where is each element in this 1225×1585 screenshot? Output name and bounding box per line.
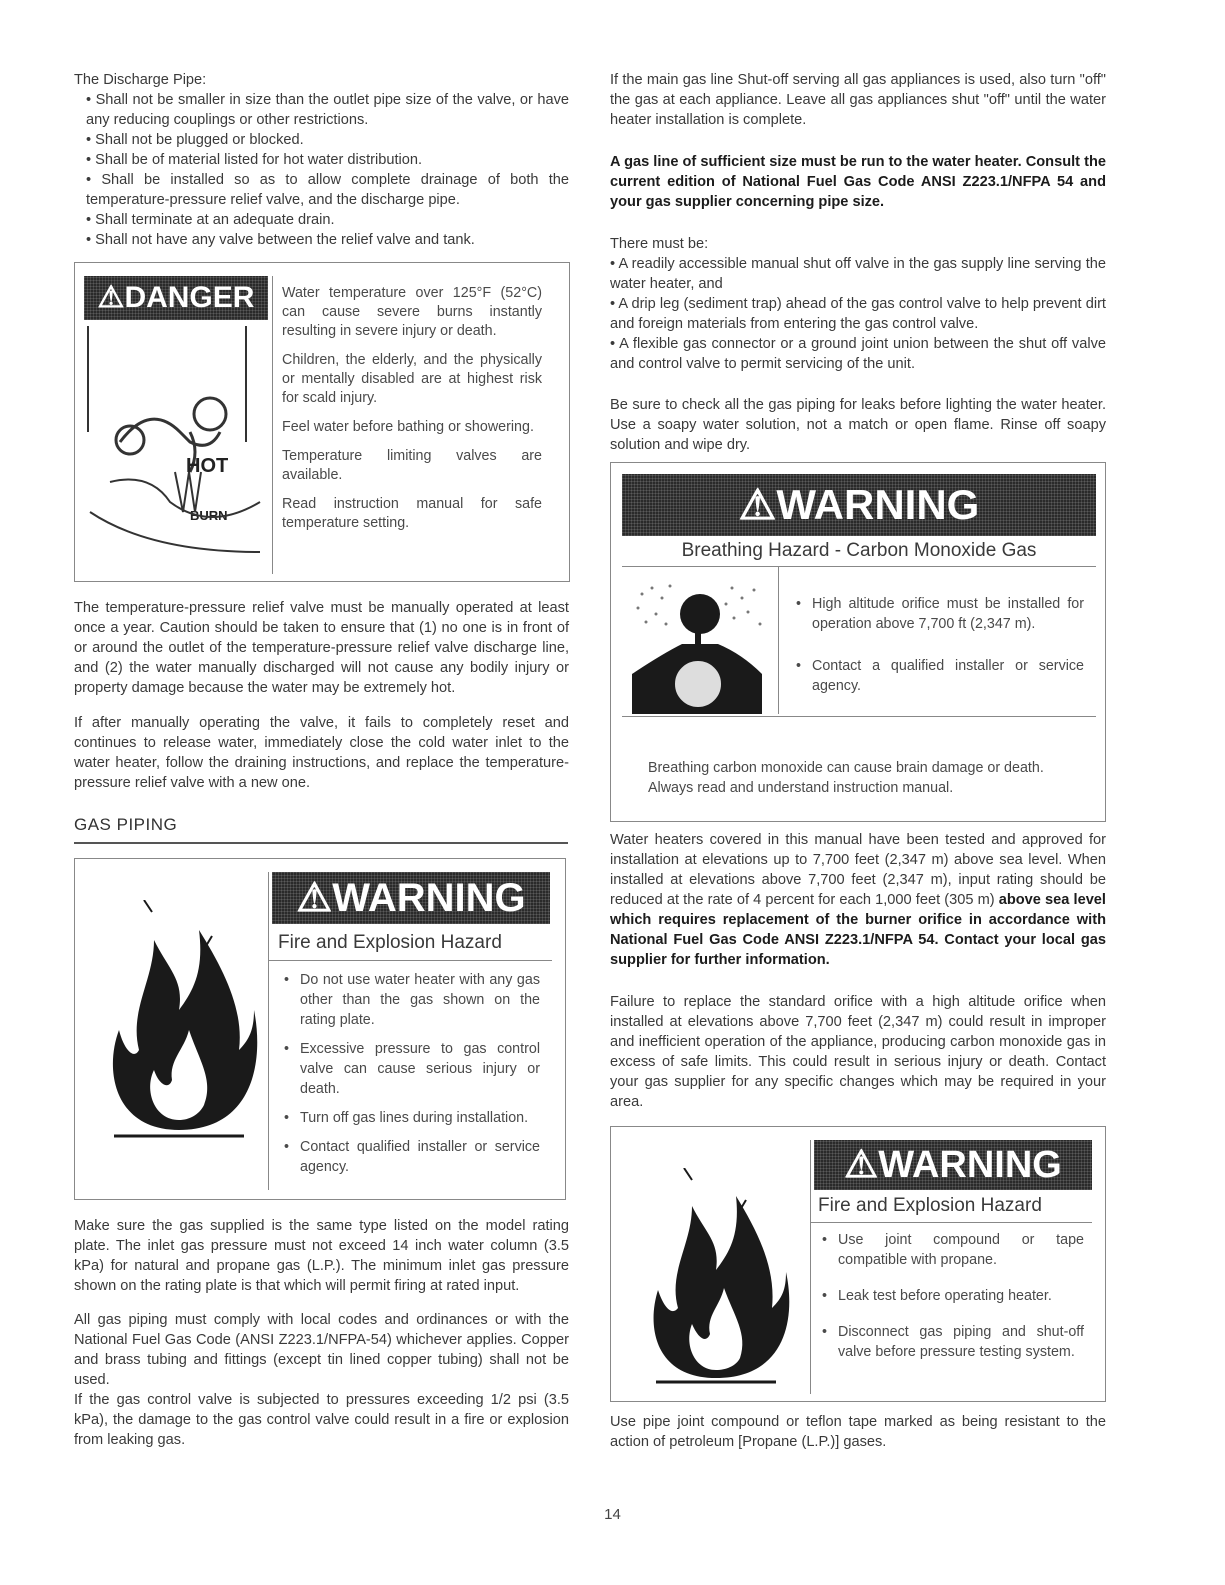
fire-icon [94, 900, 264, 1140]
gas-piping-heading: GAS PIPING [74, 815, 178, 834]
list-item: Temperature limiting valves are available. [282, 448, 542, 483]
fire-icon [636, 1168, 796, 1388]
list-item: • Shall be of material listed for hot water distribution. [86, 152, 423, 168]
warning-banner [814, 1140, 1092, 1190]
list-item: • Disconnect gas piping and shut-off valve before pressure testing system. [820, 1322, 1084, 1362]
warning-divider [268, 872, 269, 1190]
alert-triangle-icon: ⚠ [296, 876, 333, 920]
gas-type-paragraph: Make sure the gas supplied is the same type listed on the model rating plate. The inlet gas pressure must not exceed 14 inch water column (3.5 kPa) for natural and propane gas (L.P.). The minimum inlet gas pressure shown on the rating plate is that which will permit firing at rated input. [74, 1218, 569, 1294]
list-item: • Shall not be smaller in size than the outlet pipe size of the valve, or have any reducing couplings or other restrictions. [86, 92, 569, 128]
list-item: • Shall not be plugged or blocked. [86, 132, 304, 148]
list-item: • A readily accessible manual shut off valve in the gas supply line serving the water heater, and [610, 256, 1106, 292]
shutoff-paragraph: If the main gas line Shut-off serving all gas appliances is used, also turn "off" the gas at each appliance. Leave all gas appliances shut "off" until the water heater installation is complete. [610, 72, 1106, 128]
warning-subtitle: Fire and Explosion Hazard [818, 1195, 1042, 1216]
altitude-paragraph [610, 830, 1106, 970]
danger-divider [272, 276, 273, 574]
alert-triangle-icon: ⚠ [844, 1144, 879, 1186]
list-item: • Contact a qualified installer or service agency. [794, 656, 1084, 696]
warning-fire-list [282, 970, 540, 1186]
leak-check-paragraph: Be sure to check all the gas piping for leaks before lighting the water heater. Use a soapy water solution, not a match or open flame. Rinse off soapy solution and wipe dry. [610, 397, 1106, 453]
list-item: • Shall terminate at an adequate drain. [86, 212, 335, 228]
alert-triangle-icon: ⚠ [97, 281, 125, 314]
list-item: • Contact qualified installer or service agency. [282, 1137, 540, 1177]
list-item: Feel water before bathing or showering. [282, 419, 534, 435]
there-must-be-label: There must be: [610, 236, 709, 252]
burn-label: BURN [190, 508, 228, 523]
warning-banner [622, 474, 1096, 536]
warning-fire-list-2 [820, 1230, 1084, 1371]
warning-co-footer: Breathing carbon monoxide can cause brain damage or death. Always read and understand instruction manual. [648, 760, 1044, 796]
danger-banner [84, 276, 268, 320]
hot-water-burn-illustration [80, 322, 270, 574]
must-have-list [610, 254, 1106, 374]
subtitle-rule [268, 960, 552, 961]
discharge-heading: The Discharge Pipe: [74, 72, 207, 88]
list-item: • High altitude orifice must be installed for operation above 7,700 ft (2,347 m). [794, 594, 1084, 634]
reset-paragraph: If after manually operating the valve, it fails to completely reset and continues to release water, immediately close the cold water inlet to the water heater, follow the draining instructions, and replace the temperature-pressure relief valve with a new one. [74, 715, 569, 791]
warning-subtitle: Fire and Explosion Hazard [278, 932, 502, 953]
warning-banner-label: WARNING [776, 481, 980, 528]
footer-rule [622, 716, 1096, 717]
gas-codes-paragraph: All gas piping must comply with local codes and ordinances or with the National Fuel Gas Code (ANSI Z223.1/NFPA-54) whichever applies. Copper and brass tubing and fittings (except tin lined copper tubing) shall not be used. [74, 1312, 569, 1388]
altitude-bold-text: above sea level which requires replacement of the burner orifice in accordance with National Fuel Gas Code ANSI Z223.1/NFPA 54. Contact your local gas supplier for further information. [610, 892, 1106, 968]
discharge-list [86, 90, 569, 250]
subtitle-rule [810, 1222, 1092, 1223]
list-item: Water temperature over 125°F (52°C) can cause severe burns instantly resulting in severe injury or death. [282, 285, 542, 339]
list-item: • A flexible gas connector or a ground joint union between the shut off valve and control valve to permit servicing of the unit. [610, 336, 1106, 372]
list-item: • Turn off gas lines during installation. [282, 1108, 540, 1128]
list-item: • Do not use water heater with any gas other than the gas shown on the rating plate. [282, 970, 540, 1030]
list-item: • Excessive pressure to gas control valve can cause serious injury or death. [282, 1039, 540, 1099]
list-item: Read instruction manual for safe temperature setting. [282, 496, 542, 531]
altitude-text: Water heaters covered in this manual have been tested and approved for installation at elevations up to 7,700 feet (2,347 m) above sea level. When installed at elevations above 7,700 feet (2,347 m), input rating should be reduced at the rate of 4 percent for each 1,000 feet (305 m) [610, 832, 1106, 908]
list-item: • Shall not have any valve between the relief valve and tank. [86, 232, 475, 248]
warning-co-list [794, 594, 1084, 705]
failure-paragraph: Failure to replace the standard orifice with a high altitude orifice when installed at elevations above 7,700 feet (2,347 m) could result in improper and inefficient operation of the appliance, producing carbon monoxide gas in excess of safe limits. This could result in serious injury or death. Contact your gas supplier for any specific changes which may be required in your area. [610, 994, 1106, 1110]
heading-rule [74, 842, 568, 844]
warning-subtitle: Breathing Hazard - Carbon Monoxide Gas [681, 540, 1037, 561]
warning-banner [272, 872, 550, 924]
list-item: • Use joint compound or tape compatible with propane. [820, 1230, 1084, 1270]
list-item: • Shall be installed so as to allow complete drainage of both the temperature-pressure relief valve, and the discharge pipe. [86, 172, 569, 208]
co-breathing-icon [622, 574, 772, 714]
warning-banner-label: WARNING [332, 876, 526, 920]
warning-banner-label: WARNING [878, 1144, 1062, 1186]
warning-divider [778, 566, 779, 714]
gas-pressure-paragraph: If the gas control valve is subjected to pressures exceeding 1/2 psi (3.5 kPa), the damage to the gas control valve could result in a fire or explosion from leaking gas. [74, 1392, 569, 1448]
tp-valve-paragraph: The temperature-pressure relief valve must be manually operated at least once a year. Caution should be taken to ensure that (1) no one is in front of or around the outlet of the temperature-pressure relief valve discharge line, and (2) the water manually discharged will not cause any bodily injury or property damage because the water may be extremely hot. [74, 600, 569, 696]
list-item: Children, the elderly, and the physically or mentally disabled are at highest risk for scald injury. [282, 352, 542, 406]
danger-list [282, 284, 542, 543]
page-number: 14 [604, 1506, 621, 1523]
danger-banner-label: DANGER [124, 281, 255, 314]
teflon-paragraph: Use pipe joint compound or teflon tape marked as being resistant to the action of petroleum [Propane (L.P.)] gases. [610, 1414, 1106, 1450]
hot-label: HOT [186, 455, 229, 477]
list-item: • A drip leg (sediment trap) ahead of the gas control valve to help prevent dirt and foreign materials from entering the gas control valve. [610, 296, 1106, 332]
list-item: • Leak test before operating heater. [820, 1286, 1084, 1306]
warning-divider [810, 1140, 811, 1394]
gas-line-size-paragraph: A gas line of sufficient size must be run to the water heater. Consult the current edition of National Fuel Gas Code ANSI Z223.1/NFPA 54 and your gas supplier concerning pipe size. [610, 154, 1106, 210]
subtitle-rule [622, 566, 1096, 567]
alert-triangle-icon: ⚠ [738, 481, 777, 528]
